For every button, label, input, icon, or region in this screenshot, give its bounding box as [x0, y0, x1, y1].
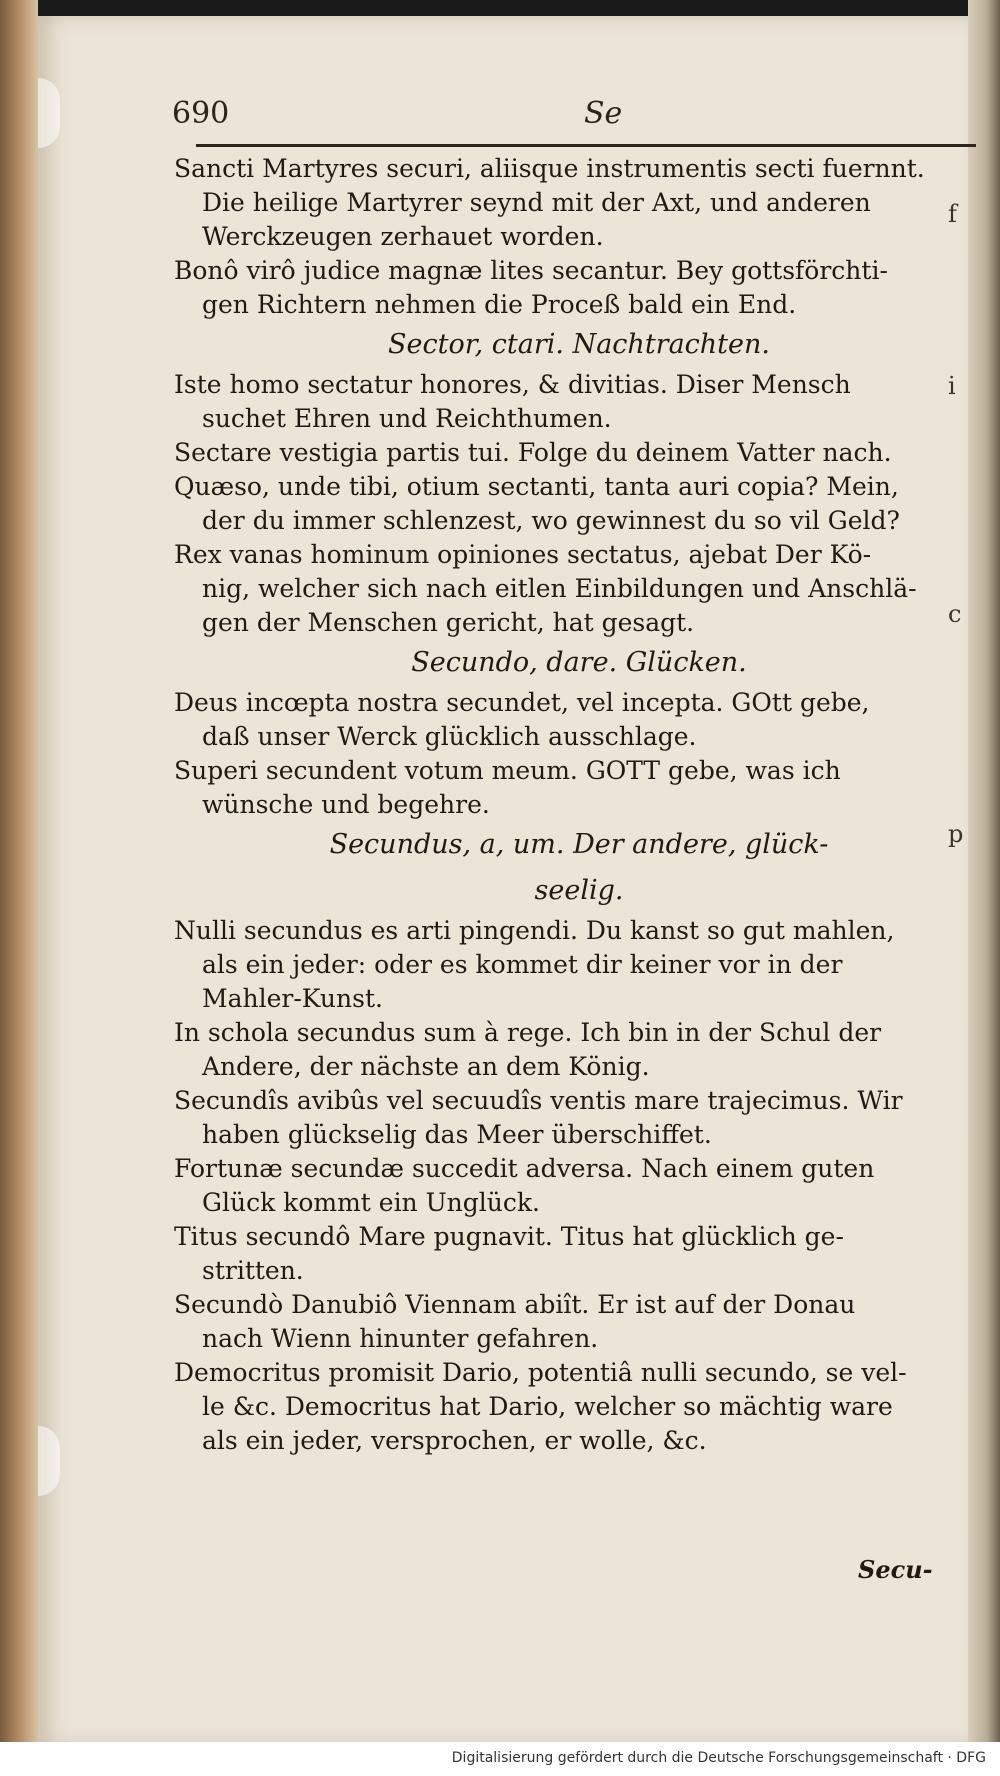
page-header: [172, 96, 972, 136]
text-line: nig, welcher sich nach eitlen Einbildungen und Anschlä-: [202, 574, 917, 603]
margin-letter: f: [948, 200, 957, 228]
text-line: Werckzeugen zerhauet worden.: [202, 222, 604, 251]
text-line: Bonô virô judice magnæ lites secantur. Bey gottsförchti-: [174, 256, 888, 285]
text-line: gen Richtern nehmen die Proceß bald ein End.: [202, 290, 797, 319]
text-line: Iste homo sectatur honores, & divitias. Diser Mensch: [174, 370, 851, 399]
text-line: Rex vanas hominum opiniones sectatus, ajebat Der Kö-: [174, 540, 872, 569]
entry-heading: Sector, ctari. Nachtrachten.: [388, 329, 770, 360]
text-line: Andere, der nächste an dem König.: [202, 1052, 650, 1081]
text-line: Secundò Danubiô Viennam abiît. Er ist auf der Donau: [174, 1290, 856, 1319]
text-line: als ein jeder, versprochen, er wolle, &c.: [202, 1426, 707, 1455]
text-line: Titus secundô Mare pugnavit. Titus hat glücklich ge-: [174, 1222, 844, 1251]
text-line: suchet Ehren und Reichthumen.: [202, 404, 612, 433]
text-line: le &c. Democritus hat Dario, welcher so mächtig ware: [202, 1392, 893, 1421]
text-line: Superi secundent votum meum. GOTT gebe, was ich: [174, 756, 841, 785]
text-line: Sancti Martyres securi, aliisque instrumentis secti fuernnt.: [174, 154, 925, 183]
text-line: Mahler-Kunst.: [202, 984, 383, 1013]
header-rule: [196, 144, 976, 147]
margin-letter: i: [948, 372, 956, 400]
text-line: Die heilige Martyrer seynd mit der Axt, und anderen: [202, 188, 871, 217]
text-line: wünsche und begehre.: [202, 790, 490, 819]
text-line: stritten.: [202, 1256, 304, 1285]
entry-heading: Secundus, a, um. Der andere, glück-: [329, 829, 829, 860]
text-line: als ein jeder: oder es kommet dir keiner vor in der: [202, 950, 843, 979]
margin-letter: c: [948, 600, 962, 628]
footer-credit: Digitalisierung gefördert durch die Deutsche Forschungsgemeinschaft · DFG: [451, 1750, 986, 1766]
book-spine-edge: [0, 0, 38, 1776]
text-line: haben glückselig das Meer überschiffet.: [202, 1120, 712, 1149]
text-line: Fortunæ secundæ succedit adversa. Nach einem guten: [174, 1154, 875, 1183]
text-line: der du immer schlenzest, wo gewinnest du so vil Geld?: [202, 506, 900, 535]
footer-bar: [0, 1742, 1000, 1776]
running-head: Se: [584, 96, 623, 131]
entry-heading: seelig.: [534, 875, 624, 906]
text-line: Quæso, unde tibi, otium sectanti, tanta auri copia? Mein,: [174, 472, 899, 501]
text-line: Nulli secundus es arti pingendi. Du kanst so gut mahlen,: [174, 916, 895, 945]
text-line: Secundîs avibûs vel secuudîs ventis mare trajecimus. Wir: [174, 1086, 903, 1115]
text-line: Democritus promisit Dario, potentiâ nulli secundo, se vel-: [174, 1358, 907, 1387]
entry-heading: Secundo, dare. Glücken.: [411, 647, 747, 678]
text-line: nach Wienn hinunter gefahren.: [202, 1324, 599, 1353]
text-line: Deus incœpta nostra secundet, vel incepta. GOtt gebe,: [174, 688, 870, 717]
text-line: daß unser Werck glücklich ausschlage.: [202, 722, 697, 751]
page-number: 690: [172, 96, 230, 131]
text-line: In schola secundus sum à rege. Ich bin in der Schul der: [174, 1018, 882, 1047]
page-text: [174, 152, 984, 1458]
text-line: Sectare vestigia partis tui. Folge du deinem Vatter nach.: [174, 438, 892, 467]
clip-mark-top: [38, 78, 60, 148]
clip-mark-bottom: [38, 1426, 60, 1496]
catchword: Secu-: [858, 1555, 933, 1584]
margin-letter: p: [948, 820, 964, 848]
text-line: gen der Menschen gericht, hat gesagt.: [202, 608, 695, 637]
text-line: Glück kommt ein Unglück.: [202, 1188, 540, 1217]
